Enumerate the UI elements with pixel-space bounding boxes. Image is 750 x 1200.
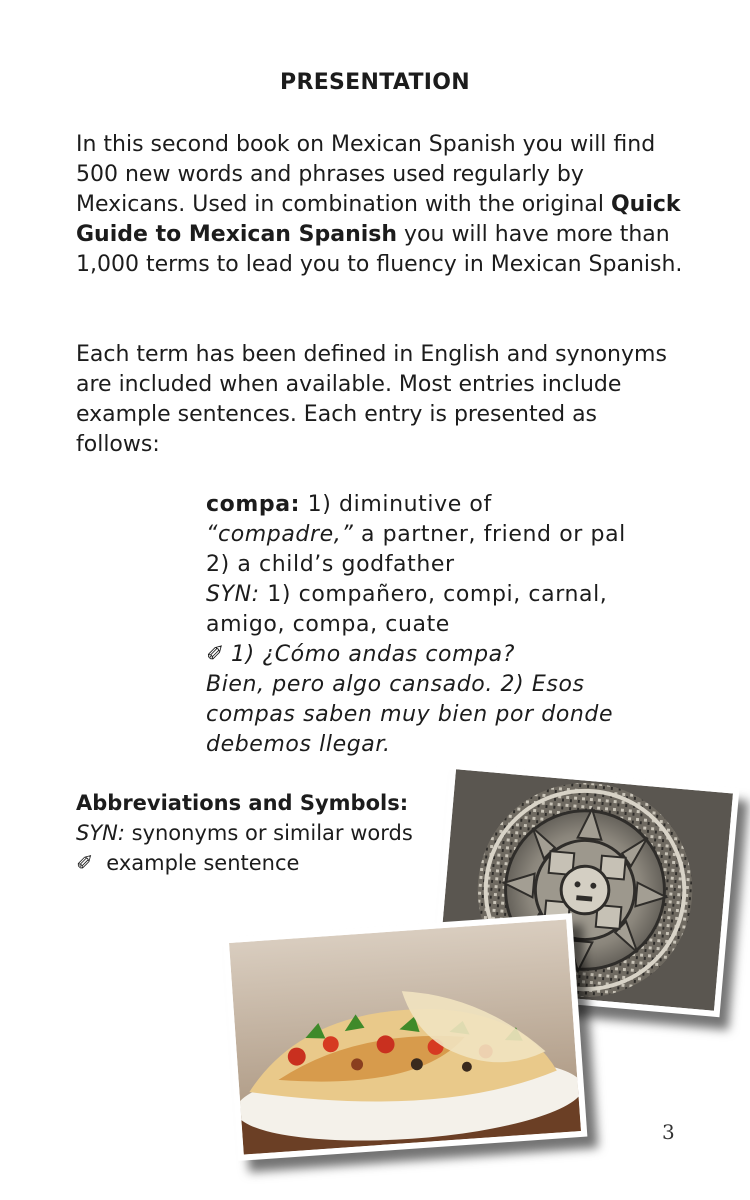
intro-text-before: In this second book on Mexican Spanish you will find 500 new words and phrases used regularly by Mexicans. Used in combination with the original xyxy=(76,132,656,217)
abbr-example-desc: example sentence xyxy=(99,851,300,875)
tacos-photo xyxy=(223,913,588,1161)
pencil-icon: ✐ xyxy=(76,851,94,875)
entry-def-2-italic: “compadre,” xyxy=(206,522,354,547)
abbr-syn-line xyxy=(76,818,456,848)
entry-def-2-rest: a partner, friend or pal xyxy=(353,522,626,547)
abbreviations-heading: Abbreviations and Symbols: xyxy=(76,791,409,815)
entry-example-line-4: debemos llegar. xyxy=(206,732,391,757)
entry-line-2 xyxy=(206,520,686,550)
page-number: 3 xyxy=(662,1120,675,1144)
intro-text-after: you will have more than 1,000 terms to lead you to fluency in Mexican Spanish. xyxy=(76,222,683,277)
entry-example-line-2: Bien, pero algo cansado. 2) Esos xyxy=(206,672,585,697)
entry-syn-1: 1) compañero, compi, carnal, xyxy=(259,582,608,607)
entry-line-3: 2) a child’s godfather xyxy=(206,552,455,577)
abbr-syn-label: SYN: xyxy=(76,821,125,845)
tacos-image xyxy=(229,919,581,1154)
entry-syn-line xyxy=(206,580,686,610)
abbr-example-line xyxy=(76,848,456,878)
entry-example-line-1 xyxy=(206,640,686,670)
format-paragraph: Each term has been defined in English and synonyms are included when available. Most entries include example sentences. Each entry is presented as follows: xyxy=(76,342,667,457)
entry-syn-label: SYN: xyxy=(206,582,260,607)
intro-paragraph xyxy=(76,130,686,280)
entry-term: compa: xyxy=(206,492,301,517)
page-title: PRESENTATION xyxy=(280,70,470,95)
entry-example-line-3: compas saben muy bien por donde xyxy=(206,702,614,727)
abbr-syn-desc: synonyms or similar words xyxy=(124,821,413,845)
entry-syn-line-2: amigo, compa, cuate xyxy=(206,612,450,637)
book-title: Quick Guide to Mexican Spanish xyxy=(76,192,681,247)
entry-example-1: 1) ¿Cómo andas compa? xyxy=(231,642,516,667)
entry-def-1: 1) diminutive of xyxy=(300,492,492,517)
pencil-icon: ✐ xyxy=(206,642,226,667)
entry-line-1 xyxy=(206,490,686,520)
sample-entry xyxy=(206,490,686,760)
abbreviations-section xyxy=(76,788,456,878)
